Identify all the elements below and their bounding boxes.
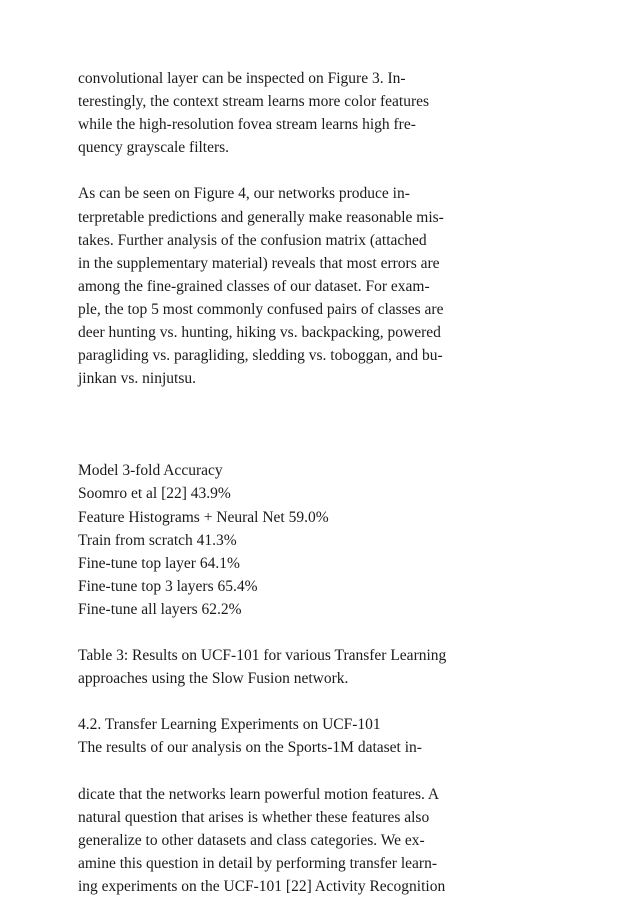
text-line: jinkan vs. ninjutsu. <box>78 370 196 388</box>
text-line: As can be seen on Figure 4, our networks produce in- <box>78 185 410 203</box>
section-heading: 4.2. Transfer Learning Experiments on UCF-101 <box>78 716 381 734</box>
text-line: dicate that the networks learn powerful motion features. A <box>78 785 440 803</box>
table-row: Fine-tune top 3 layers 65.4% <box>78 577 258 595</box>
table-row: Fine-tune top layer 64.1% <box>78 554 240 572</box>
text-line: The results of our analysis on the Sports-1M dataset in- <box>78 739 422 757</box>
text-line: paragliding vs. paragliding, sledding vs. toboggan, and bu- <box>78 347 443 365</box>
section-transfer-learning <box>78 713 618 759</box>
text-line: natural question that arises is whether these features also <box>78 808 430 826</box>
text-line: ple, the top 5 most commonly confused pairs of classes are <box>78 300 444 318</box>
text-line: ing experiments on the UCF-101 [22] Activity Recognition <box>78 878 446 895</box>
paragraph-spacer <box>78 760 618 783</box>
table-caption <box>78 644 618 690</box>
text-line: convolutional layer can be inspected on Figure 3. In- <box>78 70 406 87</box>
document-page <box>78 67 618 898</box>
paragraph-predictions <box>78 182 618 390</box>
text-line: terpretable predictions and generally make reasonable mis- <box>78 208 444 226</box>
text-line: generalize to other datasets and class categories. We ex- <box>78 831 425 849</box>
results-table <box>78 459 618 621</box>
text-line: deer hunting vs. hunting, hiking vs. backpacking, powered <box>78 324 441 342</box>
table-row: Soomro et al [22] 43.9% <box>78 485 231 503</box>
section-spacer <box>78 390 618 459</box>
text-line: while the high-resolution fovea stream learns high fre- <box>78 116 416 134</box>
text-line: terestingly, the context stream learns more color features <box>78 93 430 111</box>
table-row: Feature Histograms + Neural Net 59.0% <box>78 508 329 526</box>
table-row: Train from scratch 41.3% <box>78 531 237 549</box>
paragraph-spacer <box>78 159 618 182</box>
text-line: quency grayscale filters. <box>78 139 230 157</box>
text-line: amine this question in detail by performing transfer learn- <box>78 854 437 872</box>
paragraph-spacer <box>78 621 618 644</box>
paragraph-transfer-question <box>78 783 618 898</box>
table-header: Model 3-fold Accuracy <box>78 462 223 480</box>
paragraph-feature-analysis <box>78 67 618 159</box>
paragraph-spacer <box>78 690 618 713</box>
table-row: Fine-tune all layers 62.2% <box>78 600 242 618</box>
caption-line: Table 3: Results on UCF-101 for various Transfer Learning <box>78 647 447 665</box>
text-line: takes. Further analysis of the confusion matrix (attached <box>78 231 427 249</box>
text-line: among the fine-grained classes of our dataset. For exam- <box>78 277 430 295</box>
caption-line: approaches using the Slow Fusion network. <box>78 670 349 688</box>
text-line: in the supplementary material) reveals that most errors are <box>78 254 440 272</box>
